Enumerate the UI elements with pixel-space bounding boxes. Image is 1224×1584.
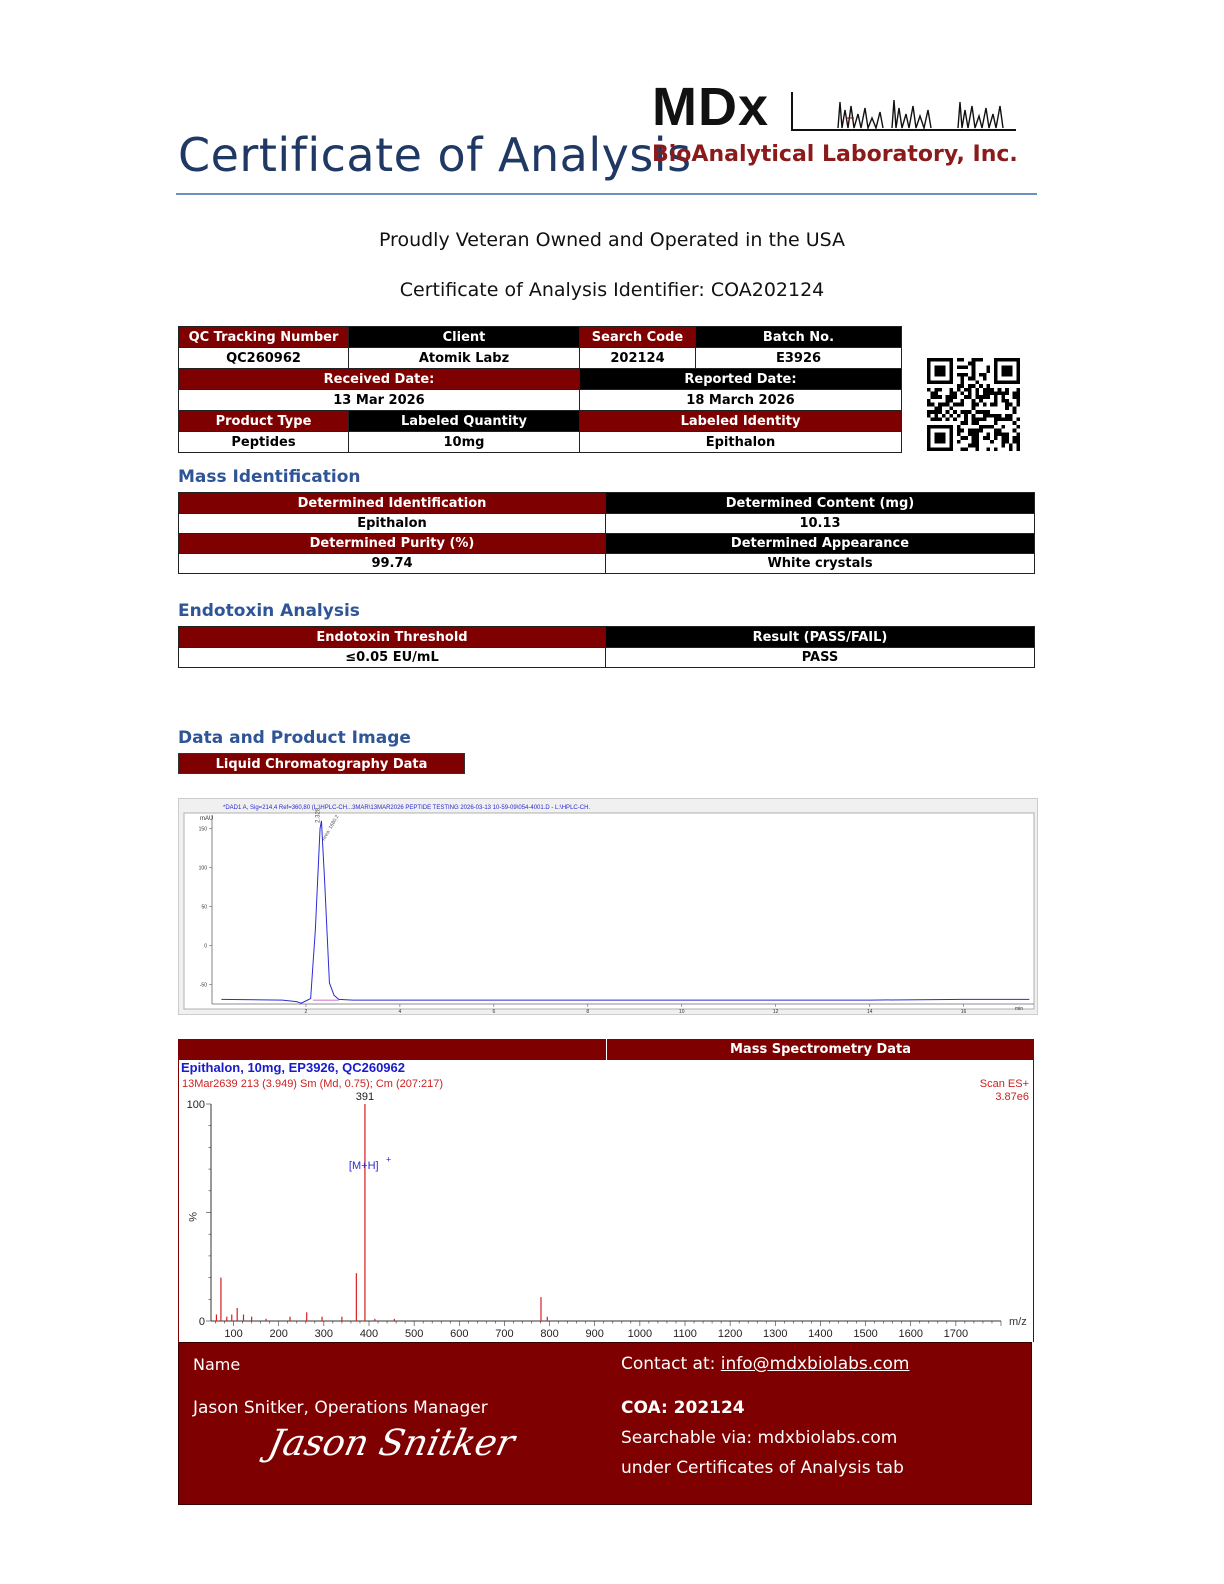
ms-ion-charge: +: [385, 1154, 392, 1165]
tagline: Proudly Veteran Owned and Operated in the USA: [378, 229, 846, 251]
mass-identification-title: Mass Identification: [178, 467, 361, 487]
mass-identification-table: [178, 492, 1035, 574]
determined-identification-value: Epithalon: [179, 514, 606, 534]
qc-tracking-header: QC Tracking Number: [179, 327, 349, 348]
ms-x-tick-label: 700: [495, 1328, 514, 1340]
qc-tracking-value: QC260962: [179, 348, 349, 369]
ms-x-tick-label: 100: [224, 1328, 243, 1340]
company-name: BioAnalytical Laboratory, Inc.: [652, 142, 1018, 167]
name-label: Name: [193, 1355, 241, 1374]
chromatogram-x-unit: min: [1015, 1006, 1024, 1012]
ms-intensity: 3.87e6: [995, 1091, 1029, 1103]
ms-x-tick-label: 500: [404, 1328, 424, 1340]
data-section-title: Data and Product Image: [178, 728, 411, 748]
received-date-value: 13 Mar 2026: [179, 390, 580, 411]
batch-header: Batch No.: [696, 327, 902, 348]
product-type-header: Product Type: [179, 411, 349, 432]
endotoxin-analysis-title: Endotoxin Analysis: [178, 601, 360, 621]
certificates-tab-note: under Certificates of Analysis tab: [621, 1458, 904, 1478]
chromatogram-y-tick-label: 150: [198, 826, 207, 833]
logo-chromatogram-icon: [788, 88, 1020, 132]
ms-y-tick-label: 0: [198, 1316, 205, 1328]
endotoxin-table: [178, 626, 1035, 668]
searchable-via: Searchable via: mdxbiolabs.com: [621, 1428, 898, 1448]
chromatogram-header: *DAD1 A, Sig=214,4 Ref=360,80 (L:\HPLC-CH...3MAR\13MAR2026 PEPTIDE TESTING 2026-03-13 10-59-09\054-4001.D - L:\HPLC-CH.: [223, 805, 591, 811]
chromatogram-x-tick-label: 4: [398, 1009, 402, 1014]
document-title: Certificate of Analysis: [178, 128, 692, 182]
ms-x-tick-label: 1200: [717, 1328, 743, 1340]
mass-spectrum-chart: [179, 1060, 1033, 1342]
client-header: Client: [349, 327, 580, 348]
chromatogram-y-tick-label: -50: [199, 982, 207, 989]
endotoxin-threshold-value: ≤0.05 EU/mL: [179, 648, 606, 668]
ms-y-axis-label: %: [186, 1212, 198, 1222]
ms-x-tick-label: 200: [269, 1328, 288, 1340]
ms-data-label: Mass Spectrometry Data: [606, 1039, 1034, 1060]
product-type-value: Peptides: [179, 432, 349, 453]
ms-y-tick-label: 100: [186, 1099, 205, 1111]
endotoxin-result-header: Result (PASS/FAIL): [606, 627, 1035, 648]
chromatogram-area-label: Area: 1680.2: [320, 814, 341, 842]
lc-data-label: Liquid Chromatography Data: [178, 753, 465, 774]
coa-identifier: Certificate of Analysis Identifier: COA202124: [399, 279, 825, 301]
received-date-header: Received Date:: [179, 369, 580, 390]
chromatogram-x-tick-label: 6: [492, 1009, 496, 1014]
chromatogram-y-tick-label: 0: [204, 943, 207, 950]
batch-value: E3926: [696, 348, 902, 369]
endotoxin-threshold-header: Endotoxin Threshold: [179, 627, 606, 648]
chromatogram-panel: [178, 798, 1038, 1015]
handwritten-signature: Jason Snitker: [264, 1423, 519, 1464]
chromatogram-x-tick-label: 16: [960, 1009, 967, 1014]
ms-x-tick-label: 300: [314, 1328, 334, 1340]
labeled-quantity-header: Labeled Quantity: [349, 411, 580, 432]
chromatogram-y-unit: mAU: [200, 816, 214, 822]
determined-purity-value: 99.74: [179, 554, 606, 574]
chromatogram-y-tick-label: 50: [201, 904, 207, 911]
header-divider: [176, 193, 1037, 195]
determined-content-value: 10.13: [606, 514, 1035, 534]
ms-x-tick-label: 400: [359, 1328, 379, 1340]
chromatogram-x-tick-label: 14: [866, 1009, 873, 1014]
ms-ion-label: [M+H]: [348, 1160, 379, 1173]
ms-x-tick-label: 1000: [627, 1328, 653, 1340]
determined-content-header: Determined Content (mg): [606, 493, 1035, 514]
labeled-quantity-value: 10mg: [349, 432, 580, 453]
reported-date-value: 18 March 2026: [580, 390, 902, 411]
summary-table: [178, 326, 902, 453]
ms-x-axis-label: m/z: [1009, 1316, 1027, 1328]
ms-x-tick-label: 800: [540, 1328, 559, 1340]
determined-appearance-header: Determined Appearance: [606, 534, 1035, 554]
ms-scan-line: 13Mar2639 213 (3.949) Sm (Md, 0.75); Cm (207:217): [182, 1078, 444, 1090]
contact-label: Contact at:: [621, 1354, 721, 1374]
signature-footer: [178, 1342, 1032, 1505]
ms-x-tick-label: 600: [450, 1328, 469, 1340]
mass-spectrum-panel: [178, 1060, 1034, 1342]
ms-x-tick-label: 1100: [673, 1328, 697, 1340]
chromatogram-x-tick-label: 8: [586, 1009, 590, 1014]
qr-code-icon[interactable]: [927, 358, 1020, 451]
chromatogram-x-tick-label: 2: [304, 1009, 308, 1014]
chromatogram-peak-label: 2.328: [315, 807, 322, 823]
labeled-identity-value: Epithalon: [580, 432, 902, 453]
ms-sample-title: Epithalon, 10mg, EP3926, QC260962: [181, 1060, 405, 1075]
ms-base-peak-label: 391: [355, 1091, 375, 1103]
determined-identification-header: Determined Identification: [179, 493, 606, 514]
ms-x-tick-label: 900: [585, 1328, 604, 1340]
endotoxin-result-value: PASS: [606, 648, 1035, 668]
determined-purity-header: Determined Purity (%): [179, 534, 606, 554]
chromatogram-chart: [179, 799, 1037, 1014]
ms-x-tick-label: 1500: [853, 1328, 878, 1340]
chromatogram-y-tick-label: 100: [198, 865, 207, 872]
client-value: Atomik Labz: [349, 348, 580, 369]
ms-scan-mode: Scan ES+: [979, 1078, 1029, 1090]
search-code-header: Search Code: [580, 327, 696, 348]
ms-x-tick-label: 1300: [763, 1328, 788, 1340]
contact-email-link[interactable]: info@mdxbiolabs.com: [720, 1354, 910, 1374]
ms-x-tick-label: 1600: [898, 1328, 923, 1340]
coa-number: COA: 202124: [621, 1398, 745, 1418]
search-code-value: 202124: [580, 348, 696, 369]
ms-x-tick-label: 1700: [943, 1328, 969, 1340]
determined-appearance-value: White crystals: [606, 554, 1035, 574]
labeled-identity-header: Labeled Identity: [580, 411, 902, 432]
company-logo-mark: MDx: [652, 77, 770, 137]
reported-date-header: Reported Date:: [580, 369, 902, 390]
ms-x-tick-label: 1400: [808, 1328, 833, 1340]
signer-name: Jason Snitker, Operations Manager: [193, 1398, 488, 1418]
chromatogram-x-tick-label: 10: [678, 1009, 685, 1014]
chromatogram-x-tick-label: 12: [772, 1009, 779, 1014]
